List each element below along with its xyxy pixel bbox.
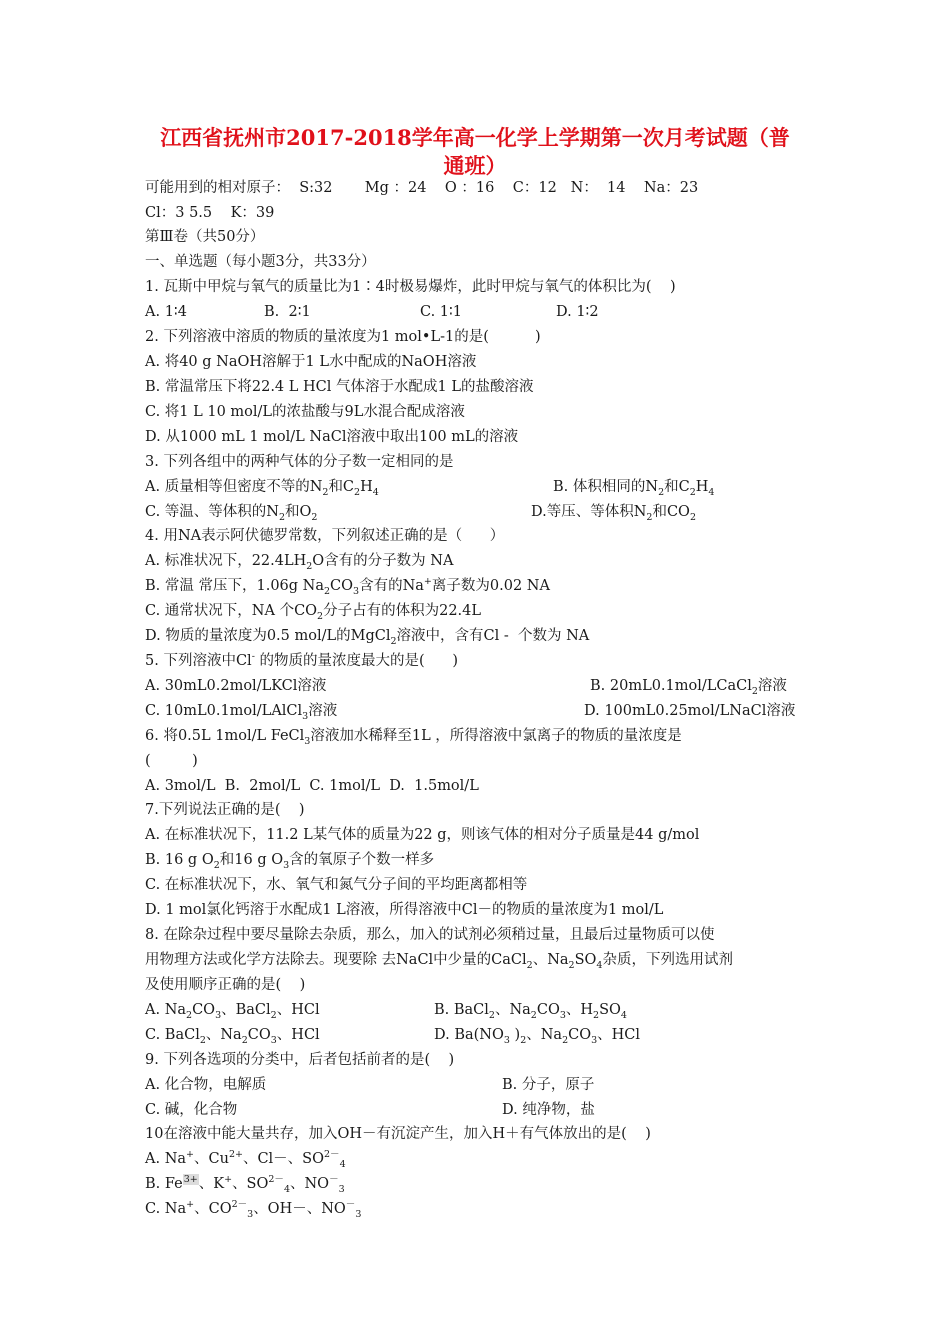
- atomic-masses-line-2: Cl：3 5.5 K：39: [145, 205, 275, 221]
- question-8-line-3: 及使用顺序正确的是( ): [145, 977, 306, 993]
- question-1-option-d: D. 1∶2: [556, 304, 599, 320]
- question-7-option-b: B. 16 g $O_2$和16 g $O_3$含的氧原子个数一样多: [145, 852, 435, 871]
- question-8-option-d: D. $Ba(NO_3$ )$_2$、$Na_2CO_3$、HCl: [434, 1027, 641, 1046]
- question-7-option-d: D. 1 mol氯化钙溶于水配成1 L溶液，所得溶液中Cl－的物质的量浓度为1 mol/L: [145, 902, 664, 918]
- question-6: 6. 将0.5L 1mol/L FeCl$_3$溶液加水稀释至1L ，所得溶液中氯离子的物质的量浓度是: [145, 728, 682, 747]
- question-1-option-a: A. 1∶4: [145, 304, 187, 320]
- question-3: 3. 下列各组中的两种气体的分子数一定相同的是: [145, 454, 454, 470]
- question-5-option-a: A. 30mL0.2mol/LKCl溶液: [145, 678, 327, 694]
- question-2: 2. 下列溶液中溶质的物质的量浓度为1 mol•L-1的是( ): [145, 329, 541, 345]
- exam-title-line-2: 通班）: [443, 153, 507, 178]
- question-1: 1. 瓦斯中甲烷与氧气的质量比为1∶4时极易爆炸，此时甲烷与氧气的体积比为( ): [145, 279, 676, 295]
- question-4-option-d: D. 物质的量浓度为0.5 mol/L的MgCl$_2$溶液中，含有Cl - 个数为 NA: [145, 628, 590, 647]
- question-5-option-d: D. 100mL0.25mol/LNaCl溶液: [584, 703, 796, 719]
- question-3-option-d: D.等压、等体积$N_2$和$CO_2$: [531, 504, 696, 523]
- question-6-options: A. 3mol/L B. 2mol/L C. 1mol/L D. 1.5mol/L: [145, 778, 479, 794]
- question-3-option-b: B. 体积相同的$N_2$和$C_2H_4$: [553, 479, 715, 498]
- question-8-line-1: 8. 在除杂过程中要尽量除去杂质，那么，加入的试剂必须稍过量，且最后过量物质可以使: [145, 927, 715, 943]
- question-5-option-c: C. 10mL0.1mol/LAlCl$_3$溶液: [145, 703, 338, 722]
- question-7: 7.下列说法正确的是( ): [145, 802, 305, 818]
- question-4: 4. 用NA表示阿伏德罗常数，下列叙述正确的是（ ）: [145, 528, 505, 544]
- question-9-option-b: B. 分子，原子: [502, 1077, 595, 1093]
- question-8-line-2: 用物理方法或化学方法除去。现要除 去NaCl中少量的CaCl$_2$、$Na_2SO_4$杂质，下列选用试剂: [145, 952, 733, 971]
- question-3-option-c: C. 等温、等体积的$N_2$和$O_2$: [145, 504, 318, 523]
- question-4-option-b: B. 常温 常压下，1.06g $Na_2CO_3$含有的Na+离子数为0.02 NA: [145, 576, 550, 597]
- question-8-option-c: C. BaCl$_2$、$Na_2CO_3$、HCl: [145, 1027, 320, 1046]
- question-10: 10在溶液中能大量共存，加入OH－有沉淀产生，加入H＋有气体放出的是( ): [145, 1126, 651, 1142]
- question-1-option-b: B. 2∶1: [264, 304, 311, 320]
- section-heading: 一、单选题（每小题3分，共33分）: [145, 254, 376, 270]
- question-2-option-a: A. 将40 g NaOH溶解于1 L水中配成的NaOH溶液: [145, 354, 477, 370]
- question-10-option-a: A. Na+、$Cu^{2+}$、Cl－、$SO^{2-}_4$: [145, 1149, 346, 1170]
- highlighted-charge: 3+: [183, 1174, 198, 1186]
- question-5: 5. 下列溶液中Cl- 的物质的量浓度最大的是( ): [145, 651, 458, 669]
- question-3-option-a: A. 质量相等但密度不等的$N_2$和$C_2H_4$: [145, 479, 379, 498]
- question-2-option-b: B. 常温常压下将22.4 L HCl 气体溶于水配成1 L的盐酸溶液: [145, 379, 534, 395]
- question-10-option-c: C. Na+、$CO^{2-}_3$、OH－、$NO^-_3$: [145, 1199, 362, 1220]
- question-9-option-a: A. 化合物，电解质: [145, 1077, 267, 1093]
- question-10-option-b: B. $Fe^{3+}$、K+、$SO^{2-}_4$、$NO^-_3$: [145, 1174, 345, 1195]
- question-9-option-d: D. 纯净物，盐: [502, 1102, 595, 1118]
- question-4-option-c: C. 通常状况下，NA 个$CO_2$分子占有的体积为22.4L: [145, 603, 482, 622]
- atomic-masses-line-1: 可能用到的相对原子： S:32 Mg ：24 O ：16 C：12 N： 14 Na：23: [145, 180, 699, 196]
- question-5-option-b: B. 20mL0.1mol/LCaCl$_2$溶液: [590, 678, 787, 697]
- question-1-option-c: C. 1∶1: [420, 304, 463, 320]
- question-2-option-d: D. 从1000 mL 1 mol/L NaCl溶液中取出100 mL的溶液: [145, 429, 519, 445]
- exam-title-line-1: 江西省抚州市2017-2018学年高一化学上学期第一次月考试题（普: [160, 125, 790, 150]
- question-4-option-a: A. 标准状况下，$22.4LH_2O$含有的分子数为 NA: [145, 553, 454, 572]
- question-7-option-c: C. 在标准状况下，水、氧气和氮气分子间的平均距离都相等: [145, 877, 528, 893]
- question-7-option-a: A. 在标准状况下，11.2 L某气体的质量为22 g，则该气体的相对分子质量是44 g/mol: [145, 827, 700, 843]
- question-8-option-a: A. $Na_2CO_3$、BaCl$_2$、HCl: [145, 1002, 320, 1021]
- question-9: 9. 下列各选项的分类中，后者包括前者的是( ): [145, 1052, 455, 1068]
- question-2-option-c: C. 将1 L 10 mol/L的浓盐酸与9L水混合配成溶液: [145, 404, 465, 420]
- question-9-option-c: C. 碱，化合物: [145, 1102, 238, 1118]
- question-8-option-b: B. BaCl$_2$、$Na_2CO_3$、$H_2SO_4$: [434, 1002, 627, 1021]
- question-6-answer-paren: ( ): [145, 753, 198, 769]
- volume-heading: 第Ⅲ卷（共50分）: [145, 229, 265, 245]
